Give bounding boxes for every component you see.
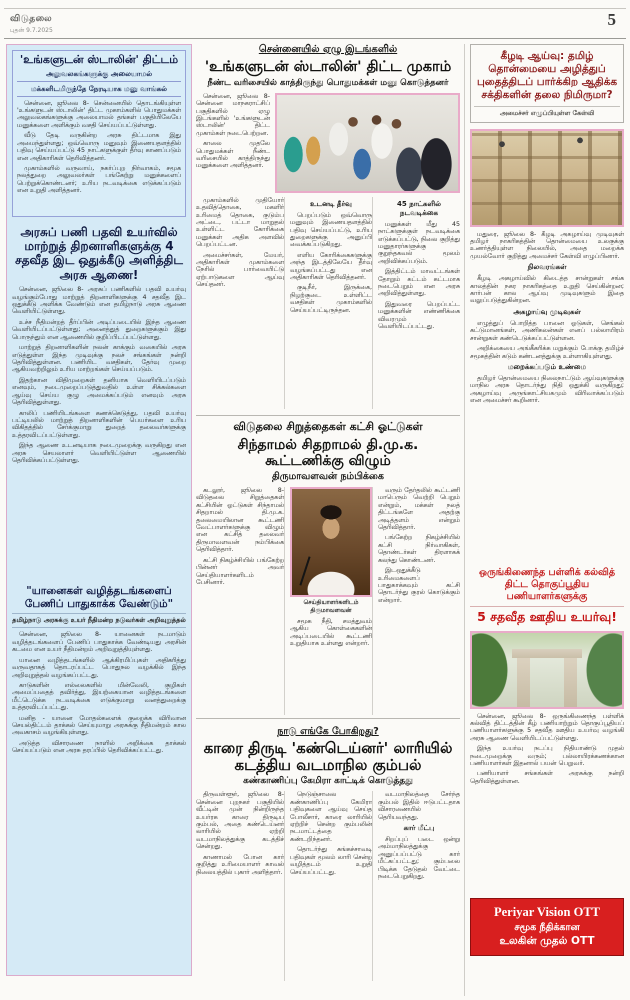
paragraph: சென்னை, ஜூலை 8- யானைகள் நடமாடும் வழித்தடங்களைப் பேணிப் பாதுகாக்க வேண்டியது அரசின் கடமை என உயர் நீதிமன்றம் அறிவுறுத்தியுள்ளது. bbox=[12, 631, 186, 654]
paragraph: திருவள்ளூர், ஜூலை 8- சென்னை புறநகர் பகுதியில் வீட்டின் முன் நின்றிருந்த உயர்ரக காரை திருடிய கும்பல், அதை கண்டெய்னர் லாரியில் ஏற்றி வடமாநிலத்துக்கு கடத்திச் சென்றது. bbox=[196, 791, 284, 851]
microphone-shape bbox=[300, 557, 311, 586]
paragraph: பெறப்படும் ஒவ்வொரு மனுவும் இணையதளத்தில் பதிவு செய்யப்பட்டு, உரிய துறைகளுக்கு அனுப்பி வைக்கப்படுகிறது. bbox=[290, 211, 372, 249]
column-text bbox=[378, 836, 460, 881]
paragraph: முகாம்களில் முதியோர் உதவித்தொகை, மகளிர் உரிமைத் தொகை, குடும்ப அட்டை, பட்டா மாறுதல் உள்ளிட்ட கோரிக்கை மனுக்கள் அதிக அளவில் பெறப்பட்டன. bbox=[196, 196, 284, 249]
article-body bbox=[470, 713, 624, 891]
article-deck: அலுவலகங்களுக்கு அலையாமல் bbox=[17, 70, 181, 82]
paragraph: பணியாளர் சங்கங்கள் அரசுக்கு நன்றி தெரிவித்துள்ளன. bbox=[470, 770, 624, 785]
article-body bbox=[12, 286, 186, 578]
thirumavalavan-photo bbox=[290, 487, 372, 597]
paragraph: இந்த ஆணை உடனடியாக நடைமுறைக்கு வருகிறது என அரசு செயலாளர் வெளியிட்டுள்ள ஆணையில் தெரிவிக்கப்பட்டுள்ளது. bbox=[12, 442, 186, 465]
paragraph: உச்ச நீதிமன்றத் தீர்ப்பின் அடிப்படையில் இந்த ஆணை வெளியிடப்பட்டுள்ளது; அனைத்துத் துறைகளுக்கும் இது பொருந்தும் என ஆணையில் குறிப்பிடப்பட்டுள்ளது. bbox=[12, 318, 186, 341]
paragraph: பங்கேற்ற நிகழ்ச்சியில் கட்சி நிர்வாகிகள், தொண்டர்கள் திரளாகக் கலந்து கொண்டனர். bbox=[378, 534, 460, 564]
issue-date: புதன் 9.7.2025 bbox=[10, 27, 53, 34]
column-subhead: 45 நாட்களில் நடவடிக்கை bbox=[397, 199, 441, 217]
article-disabled-quota bbox=[12, 225, 186, 579]
article-deck: நீண்ட வரிசையில் காத்திருந்து பொதுமக்கள் மனு கொடுத்தனர் bbox=[207, 77, 449, 88]
body-column-3 bbox=[372, 791, 460, 981]
column-text bbox=[290, 618, 372, 648]
article-deck: கண்காணிப்பு கேமிரா காட்டிக் கொடுத்தது bbox=[243, 776, 413, 787]
paragraph: கட்சி நிகழ்ச்சியில் பங்கேற்ற பின்னர் அவர் செய்தியாளர்களிடம் பேசினார். bbox=[196, 556, 284, 586]
article-headline-main: 5 சதவீத ஊதிய உயர்வு! bbox=[470, 606, 624, 626]
body-columns bbox=[196, 487, 460, 715]
paragraph: வடமாநிலத்தை சேர்ந்த கும்பல் இதில் ஈடுபட்டதாக விசாரணையில் தெரியவந்தது. bbox=[378, 791, 460, 821]
article-elephant-corridors bbox=[12, 585, 186, 953]
paragraph: கீழடி அகழாய்வில் கிடைத்த சான்றுகள் சங்க காலத்தின் நகர நாகரிகத்தை உறுதி செய்கின்றன; கார்பன் கால ஆய்வு முடிவுகளும் இதை வலுப்படுத்துகின்றன. bbox=[470, 275, 624, 305]
top-rule bbox=[4, 8, 626, 9]
article-headline: காரை திருடி 'கண்டெய்னர்' லாரியில் கடத்திய வடமாநில கும்பல் bbox=[203, 738, 453, 775]
paragraph: இதற்கான விதிமுறைகள் தனியாக வெளியிடப்படும் எனவும், நடைமுறைப்படுத்துவதில் உள்ள சிக்கல்களை ஆய்வு செய்ய குழு அமைக்கப்படும் எனவும் அரசு தெரிவித்துள்ளது. bbox=[12, 376, 186, 407]
excavation-photo bbox=[470, 129, 624, 227]
body-text bbox=[470, 320, 624, 360]
article-deck: மக்களிடமிருந்தே நேரடியாக மனு வாங்கல் bbox=[17, 85, 181, 97]
article-camp-main bbox=[196, 44, 460, 409]
column-subhead: மறைக்கப்படும் உண்மை bbox=[507, 362, 587, 371]
right-column bbox=[464, 44, 624, 996]
column-text bbox=[378, 791, 460, 821]
article-stalin-scheme bbox=[12, 50, 186, 217]
body-column-2 bbox=[284, 487, 372, 715]
body-columns bbox=[196, 791, 460, 981]
paragraph: இத்திட்டம் மாவட்டங்கள் தோறும் கட்டம் கட்டமாக நடைபெறும் என அரசு அறிவித்துள்ளது. bbox=[378, 268, 460, 298]
article-school-pay bbox=[470, 567, 624, 891]
article-deck: தமிழ்நாடு அரசுக்கு உயர் நீதிமன்ற நடுவர்கள் அறிவுறுத்தல் bbox=[12, 613, 186, 628]
paragraph: மாற்றுத் திறனாளிகளின் நலன் காக்கும் வகையில் அரசு எடுத்துள்ள இந்த முடிவுக்கு நலச் சங்கங்கள் நன்றி தெரிவித்துள்ளன. பணியிட வசதிகள், தேர்வு முறை ஆகியவற்றிலும் உரிய மாற்றங்கள் செய்யப்படும். bbox=[12, 344, 186, 374]
column-subhead: உடனடி தீர்வு bbox=[310, 199, 352, 208]
body-column-2 bbox=[284, 197, 372, 409]
column-subhead: கார் மீட்பு bbox=[403, 824, 435, 833]
body-column-3 bbox=[372, 487, 460, 715]
body-column-1 bbox=[196, 197, 284, 409]
body-text bbox=[470, 231, 624, 261]
paragraph: குடிநீர், இருக்கை, நிழற்குடை உள்ளிட்ட வசதிகள் முகாம்களில் செய்யப்பட்டிருந்தன. bbox=[290, 284, 372, 314]
masthead bbox=[10, 14, 53, 35]
paragraph: காலை முதலே பொதுமக்கள் நீண்ட வரிசையில் காத்திருந்து மனுக்களை அளித்தனர். bbox=[196, 140, 270, 170]
header-rule bbox=[4, 38, 626, 39]
paragraph: நெடுஞ்சாலை கண்காணிப்பு கேமிரா பதிவுகளை ஆய்வு செய்த போலீசார், காரை லாரியில் ஏற்றிச் சென்ற கும்பலின் நடமாட்டத்தை கண்டறிந்தனர். bbox=[290, 791, 372, 843]
left-column bbox=[6, 44, 192, 976]
paragraph: யானை வழித்தடங்களில் ஆக்கிரமிப்புகள் அதிகரித்து வருவதாகத் தொடரப்பட்ட பொதுநல வழக்கில் இந்த அறிவுறுத்தல் வழங்கப்பட்டது. bbox=[12, 656, 186, 679]
ad-line: உலகின் முதல் OTT bbox=[499, 934, 595, 947]
memorial-arch-photo bbox=[470, 631, 624, 709]
ad-line: சமூக நீதிக்கான bbox=[514, 921, 580, 933]
paragraph: சென்னை, ஜூலை 8- சென்னை மாநகராட்சிப் பகுதிகளில் ஏழு இடங்களில் 'உங்களுடன் ஸ்டாலின்' திட்ட முகாம்கள் நடைபெற்றன. bbox=[196, 92, 270, 137]
body-columns bbox=[196, 197, 460, 409]
article-headline: அரசுப் பணி பதவி உயர்வில் மாற்றுத் திறனாளிகளுக்கு 4 சதவீத இட ஒதுக்கீடு அளித்திட அரசு ஆணை! bbox=[15, 224, 183, 282]
paragraph: எளிய கோரிக்கைகளுக்கு அந்த இடத்திலேயே தீர்வு வழங்கப்பட்டது என அதிகாரிகள் தெரிவித்தனர். bbox=[290, 251, 372, 282]
paragraph: மனுக்கள் மீது 45 நாட்களுக்குள் நடவடிக்கை எடுக்கப்பட்டு, நிலை குறித்து மனுதாரர்களுக்கு குறுந்தகவல் மூலம் அறிவிக்கப்படும். bbox=[378, 220, 460, 265]
paragraph: தொடர்ந்து சுங்கச்சாவடி பதிவுகள் மூலம் லாரி சென்ற வழித்தடம் உறுதி செய்யப்பட்டது. bbox=[290, 846, 372, 876]
page-number: 5 bbox=[607, 10, 616, 29]
column-text bbox=[290, 212, 372, 314]
paragraph: இந்த உயர்வு நடப்பு நிதியாண்டு முதல் நடைமுறைக்கு வரும்; பல்லாயிரக்கணக்கான பணியாளர்கள் இதனால் பயன் பெறுவர். bbox=[470, 745, 624, 768]
article-headline-top: ஒருங்கிணைந்த பள்ளிக் கல்வித் திட்ட தொகுப்பூதிய பணியாளர்களுக்கு bbox=[478, 566, 616, 603]
camp-crowd-photo bbox=[275, 93, 460, 193]
paragraph: மனித - யானை மோதல்களைக் குறைக்க விரிவான செயல்திட்டம் தாக்கல் செய்யுமாறு அரசுக்கு நீதிமன்றம் கால அவகாசம் வழங்கியுள்ளது. bbox=[12, 714, 186, 737]
paragraph: சமூக நீதி, சமத்துவம் ஆகிய கொள்கைகளின் அடிப்படையில் கூட்டணி உறுதியாக உள்ளது என்றார். bbox=[290, 617, 372, 648]
column-text bbox=[378, 221, 460, 331]
paragraph: சிறப்புப் படை ஒன்று அம்மாநிலத்துக்கு அனுப்பப்பட்டு கார் மீட்கப்பட்டது; கும்பலை பிடிக்க தேடுதல் வேட்டை நடைபெறுகிறது. bbox=[378, 836, 460, 881]
center-column bbox=[196, 44, 460, 996]
paragraph: வரும் தேர்தலில் கூட்டணி மாபெரும் வெற்றி பெறும் என்றும், மக்கள் நலத் திட்டங்களே அதற்கு அடித்தளம் என்றும் தெரிவித்தார். bbox=[378, 486, 460, 531]
body-column-1 bbox=[196, 487, 284, 715]
paragraph: இடஒதுக்கீடு உரிமைகளைப் பாதுகாக்கவும் கட்சி தொடர்ந்து குரல் கொடுக்கும் என்றார். bbox=[378, 567, 460, 604]
article-headline: 'உங்களுடன் ஸ்டாலின்' திட்டம் bbox=[19, 53, 179, 66]
paragraph: சென்னை, ஜூலை 8- சென்னையில் தொடங்கியுள்ள 'உங்களுடன் ஸ்டாலின்' திட்ட முகாம்களில் பொதுமக்கள் அலுவலகங்களுக்கு அலையாமல் தங்கள் பகுதியிலேயே மனுக்களை அளிக்கும் வசதி செய்யப்பட்டுள்ளது. bbox=[17, 99, 181, 129]
column-subhead: அகழாய்வு முடிவுகள் bbox=[513, 307, 581, 316]
body-text bbox=[470, 375, 624, 405]
article-kicker: சென்னையில் ஏழு இடங்களில் bbox=[258, 44, 398, 55]
article-headline: சிந்தாமல் சிதறாமல் தி.மு.க. கூட்டணிக்கு விழும் bbox=[237, 436, 419, 469]
article-headline: 'உங்களுடன் ஸ்டாலின்' திட்ட முகாம் bbox=[204, 59, 452, 75]
body-column-1 bbox=[196, 791, 284, 981]
paragraph: அறிக்கையை அங்கீகரிக்க மறுக்கும் போக்கு தமிழ்ச் சமூகத்தின் கடும் கண்டனத்துக்கு உள்ளாகியுள்ளது. bbox=[470, 345, 624, 360]
paragraph: எழுத்துப் பொறித்த பானை ஓடுகள், செங்கல் கட்டுமானங்கள், அணிகலன்கள் எனப் பல்லாயிரம் சான்றுகள் கண்டெடுக்கப்பட்டுள்ளன. bbox=[470, 319, 624, 342]
article-deck: அமைச்சர் எழுப்பியுள்ள கேள்வி bbox=[474, 106, 620, 118]
column-subhead: நிலவரங்கள் bbox=[527, 263, 567, 272]
periyar-vision-ott-ad[interactable] bbox=[470, 898, 624, 956]
article-keeladi bbox=[470, 44, 624, 561]
paragraph: காலிப் பணியிடங்களை கணக்கெடுத்து, பதவி உயர்வு பட்டியலில் மாற்றுத் திறனாளிகளின் பெயர்களை உரிய விகிதத்தில் சேர்க்குமாறு துறைத் தலைவர்களுக்கு உத்தரவிடப்பட்டுள்ளது. bbox=[12, 409, 186, 439]
lead-row bbox=[196, 93, 460, 193]
article-deck: திருமாவளவன் நம்பிக்கை bbox=[271, 470, 385, 482]
paragraph: முகாம்களில் வருவாய், நகர்ப்புற நிர்வாகம், சமூக நலத்துறை அலுவலர்கள் பங்கேற்று மனுக்களைப் பெற்றுக்கொண்டனர்; உரிய நடவடிக்கை எடுக்கப்படும் என உறுதி அளித்தனர். bbox=[17, 165, 181, 195]
paragraph: அமைச்சர்கள், மேயர், அதிகாரிகள் முகாம்களை நேரில் பார்வையிட்டு ஏற்பாடுகளை ஆய்வு செய்தனர். bbox=[196, 251, 284, 289]
paragraph: காணாமல் போன கார் குறித்து உரிமையாளர் காவல் நிலையத்தில் புகார் அளித்தார். bbox=[196, 853, 284, 876]
paragraph: இதுவரை பெறப்பட்ட மனுக்களின் எண்ணிக்கை விவரமும் வெளியிடப்பட்டது. bbox=[378, 300, 460, 331]
article-headline: கீழடி ஆய்வு: தமிழ் தொன்மையை அழித்துப் புதைத்திடப் பார்க்கிற ஆதிக்க சக்திகளின் தலை நிமிருமா? bbox=[476, 50, 618, 102]
photo-caption: செய்தியாளர்களிடம் திருமாவளவன் bbox=[303, 598, 359, 614]
body-column-2 bbox=[284, 791, 372, 981]
paragraph: கடலூர், ஜூலை 8- விடுதலை சிறுத்தைகள் கட்சியின் ஓட்டுகள் சிந்தாமல் சிதறாமல் தி.மு.க. தலைமையிலான கூட்டணி வேட்பாளர்களுக்கு விழும் என கட்சித் தலைவர் திருமாவளவன் நம்பிக்கை தெரிவித்தார். bbox=[196, 486, 284, 554]
paragraph: சென்னை, ஜூலை 8- ஒருங்கிணைந்த பள்ளிக் கல்வித் திட்டத்தின் கீழ் பணியாற்றும் தொகுப்பூதியப் பணியாளர்களுக்கு 5 சதவீத ஊதிய உயர்வு வழங்கி அரசு ஆணை வெளியிடப்பட்டுள்ளது. bbox=[470, 712, 624, 742]
article-vck-votes bbox=[196, 415, 460, 719]
headline-box bbox=[470, 44, 624, 123]
paragraph: காடுகளின் எல்லைகளில் மின்வேலி, குழிகள் அமைப்பதைத் தவிர்த்து, இயற்கையான வழித்தடங்களை மீட்டெடுக்க நடவடிக்கை எடுக்குமாறு வனத்துறைக்கு உத்தரவிடப்பட்டது. bbox=[12, 681, 186, 712]
article-kicker: நாடு எங்கே போகிறது? bbox=[277, 725, 379, 737]
paragraph: அடுத்த விசாரணை நாளில் அறிக்கை தாக்கல் செய்யப்படும் என அரசு தரப்பில் தெரிவிக்கப்பட்டது. bbox=[12, 739, 186, 755]
article-headline: "யானைகள் வழித்தடங்களைப் பேணிப் பாதுகாக்க வேண்டும்" bbox=[24, 585, 174, 610]
lead-text bbox=[196, 93, 270, 193]
article-body bbox=[17, 100, 181, 212]
paragraph: வீடு தேடி வருகின்ற அரசு திட்டமாக இது அமைந்துள்ளது; ஒவ்வொரு மனுவும் இணையதளத்தில் பதிவு செய்யப்பட்டு 45 நாட்களுக்குள் தீர்வு காணப்படும் என அதிகாரிகள் தெரிவித்தனர். bbox=[17, 132, 181, 162]
body-text bbox=[470, 275, 624, 305]
newspaper-name: விடுதலை bbox=[10, 14, 53, 24]
article-kicker: விடுதலை சிறுத்தைகள் கட்சி ஓட்டுகள் bbox=[233, 419, 423, 433]
paragraph: சென்னை, ஜூலை 8- அரசுப் பணிகளில் பதவி உயர்வு வழங்கும்போது மாற்றுத் திறனாளிகளுக்கு 4 சதவீத இட ஒதுக்கீடு அளிக்க வேண்டும் என தமிழ்நாடு அரசு ஆணை வெளியிட்டுள்ளது. bbox=[12, 286, 186, 316]
body-column-3 bbox=[372, 197, 460, 409]
paragraph: தமிழர் தொன்மையை நிலைநாட்டும் ஆய்வுகளுக்கு மாநில அரசு தொடர்ந்து நிதி ஒதுக்கி வருகிறது; அகழாய்வு அருங்காட்சியகமும் விரிவாக்கப்படும் என அமைச்சர் கூறினார். bbox=[470, 374, 624, 405]
article-car-theft bbox=[196, 726, 460, 982]
ad-title: Periyar Vision OTT bbox=[493, 904, 601, 919]
paragraph: மதுரை, ஜூலை 8- கீழடி அகழாய்வு முடிவுகள் தமிழர் நாகரிகத்தின் தொன்மையை உலகுக்கு உணர்த்தியுள்ள நிலையில், அதை மறைக்க முயல்வோர் குறித்து அமைச்சர் கேள்வி எழுப்பினார். bbox=[470, 230, 624, 260]
article-body bbox=[12, 631, 186, 953]
article-body bbox=[470, 231, 624, 561]
